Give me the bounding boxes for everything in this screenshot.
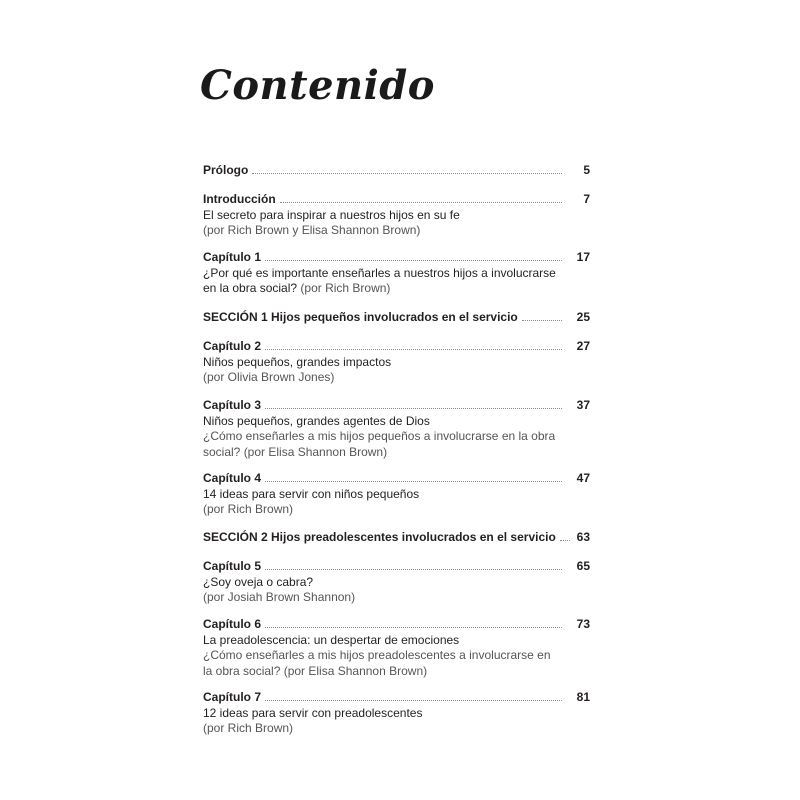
entry-subtitle: La preadolescencia: un despertar de emociones (203, 632, 460, 647)
dot-leader (265, 568, 562, 570)
entry-author: ¿Cómo enseñarles a mis hijos pequeños a involucrarse en la obra social? (por Elisa Shannon Brown) (203, 429, 556, 459)
dot-leader (560, 539, 570, 541)
entry-label: Capítulo 2 (203, 339, 262, 353)
entry-author: (por Rich Brown) (203, 502, 294, 516)
dot-leader (265, 259, 562, 261)
entry-label: Capítulo 5 (203, 559, 262, 573)
page-number: 17 (576, 250, 590, 264)
entry-subtitle: Niños pequeños, grandes agentes de Dios (203, 413, 430, 428)
toc-entry-capitulo-1[interactable] (203, 250, 590, 297)
dot-leader (265, 407, 562, 409)
entry-subtitle: ¿Por qué es importante enseñarles a nuestros hijos a involucrarse en la obra social? (203, 265, 556, 295)
entry-author: (por Rich Brown y Elisa Shannon Brown) (203, 223, 421, 237)
dot-leader (265, 699, 562, 701)
toc-entry-prologo[interactable] (203, 163, 590, 179)
dot-leader (265, 480, 562, 482)
entry-author: (por Olivia Brown Jones) (203, 370, 335, 384)
page-number: 37 (576, 398, 590, 412)
page-number: 73 (576, 617, 590, 631)
entry-author: (por Josiah Brown Shannon) (203, 590, 356, 604)
entry-subtitle: 12 ideas para servir con preadolescentes (203, 705, 423, 720)
page-number: 5 (583, 163, 590, 177)
toc-entry-capitulo-7[interactable] (203, 690, 590, 737)
toc-entry-capitulo-6[interactable] (203, 617, 590, 679)
page-number: 47 (576, 471, 590, 485)
toc-entry-capitulo-2[interactable] (203, 339, 590, 386)
entry-author: (por Rich Brown) (300, 281, 391, 295)
page-number: 65 (576, 559, 590, 573)
entry-label: Capítulo 7 (203, 690, 262, 704)
toc-entry-capitulo-4[interactable] (203, 471, 590, 518)
dot-leader (265, 348, 562, 350)
entry-subtitle: Niños pequeños, grandes impactos (203, 354, 392, 369)
page-number: 27 (576, 339, 590, 353)
page-number: 7 (583, 192, 590, 206)
page-number: 25 (576, 310, 590, 324)
page-title: Contenido (200, 62, 435, 109)
toc-section-1[interactable] (203, 310, 590, 326)
entry-subtitle: 14 ideas para servir con niños pequeños (203, 486, 420, 501)
entry-author: ¿Cómo enseñarles a mis hijos preadolescentes a involucrarse en la obra social? (por Elisa Shannon Brown) (203, 648, 551, 678)
page-number: 81 (576, 690, 590, 704)
entry-label: Prólogo (203, 163, 249, 177)
toc-entry-introduccion[interactable] (203, 192, 590, 239)
entry-label: Capítulo 6 (203, 617, 262, 631)
dot-leader (265, 626, 562, 628)
dot-leader (280, 201, 562, 203)
page-number: 63 (576, 530, 590, 544)
toc-entry-capitulo-3[interactable] (203, 398, 590, 460)
entry-subtitle: ¿Soy oveja o cabra? (203, 574, 314, 589)
section-label: SECCIÓN 2 Hijos preadolescentes involucrados en el servicio (203, 530, 556, 544)
entry-label: Introducción (203, 192, 276, 206)
dot-leader (522, 319, 562, 321)
entry-subtitle: El secreto para inspirar a nuestros hijos en su fe (203, 207, 460, 222)
toc-entry-capitulo-5[interactable] (203, 559, 590, 606)
dot-leader (252, 172, 562, 174)
entry-subtitle-with-author (203, 266, 563, 297)
entry-label: Capítulo 1 (203, 250, 262, 264)
section-label: SECCIÓN 1 Hijos pequeños involucrados en el servicio (203, 310, 518, 324)
entry-author: (por Rich Brown) (203, 721, 294, 735)
entry-label: Capítulo 4 (203, 471, 262, 485)
entry-label: Capítulo 3 (203, 398, 262, 412)
toc-section-2[interactable] (203, 530, 590, 546)
